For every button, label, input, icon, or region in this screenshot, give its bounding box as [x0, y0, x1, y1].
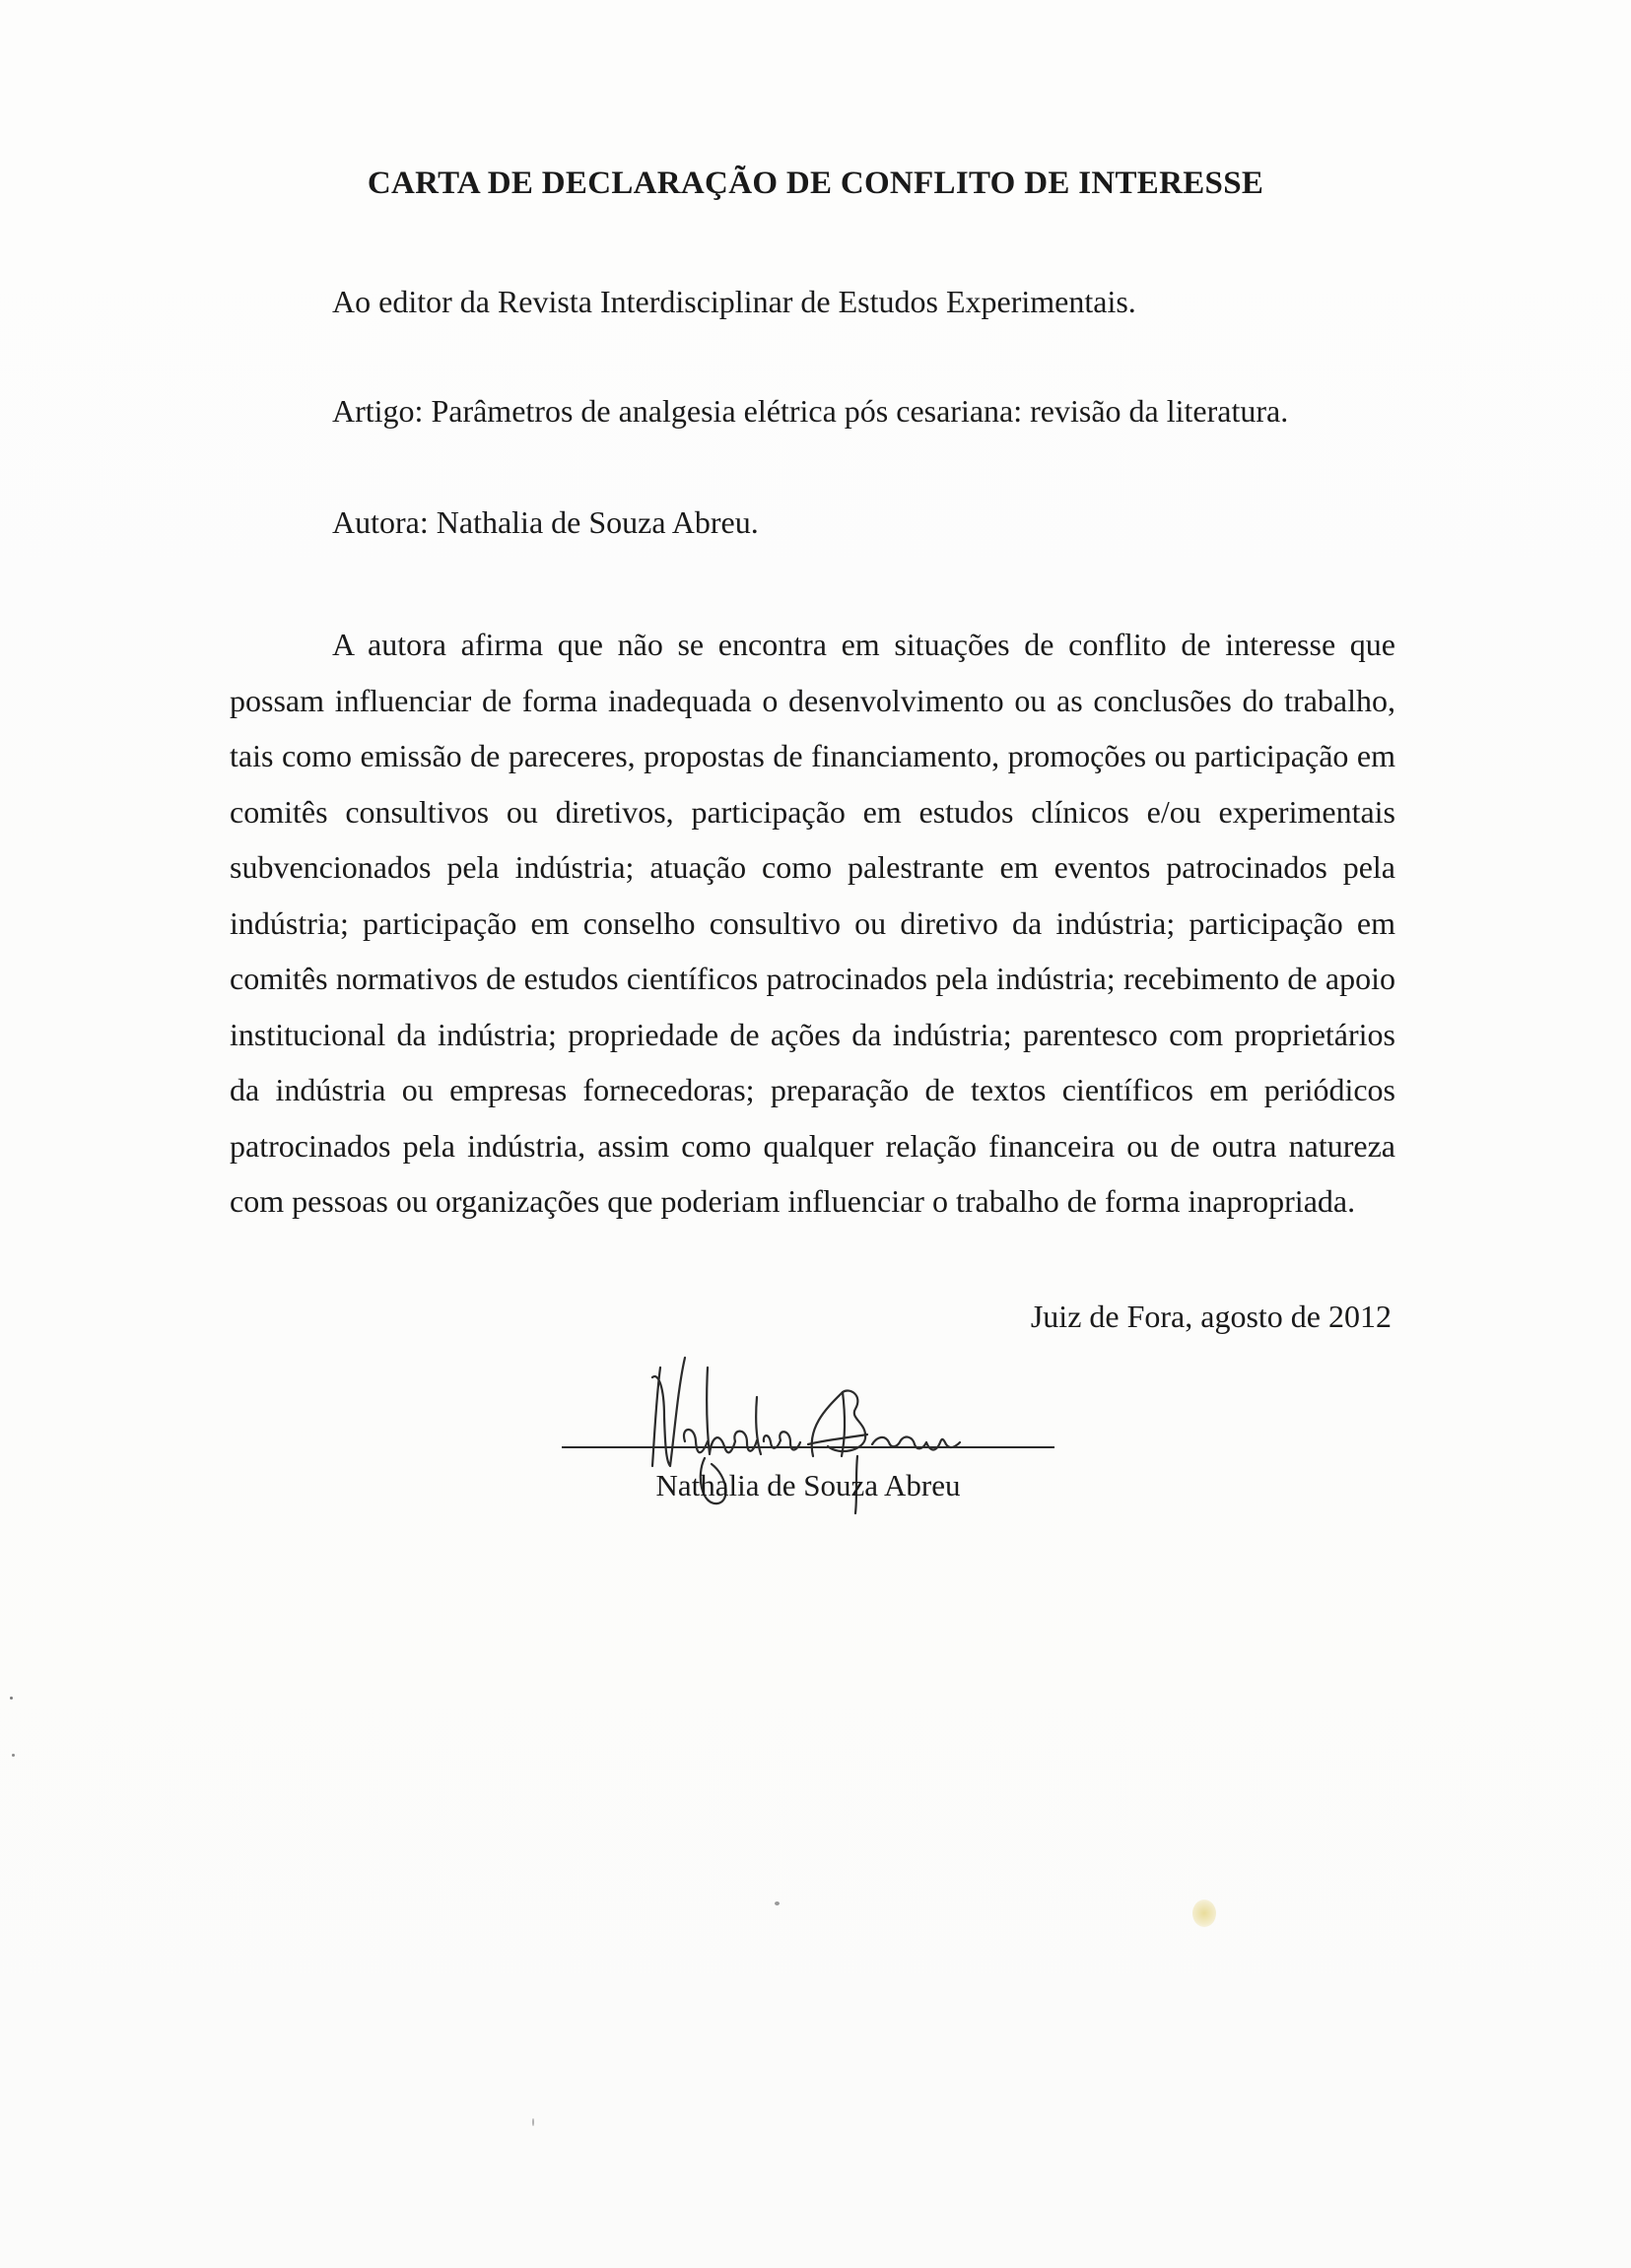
scan-speck	[775, 1901, 780, 1905]
declaration-body: A autora afirma que não se encontra em situações de conflito de interesse que possam influenciar de forma inadequada o desenvolvimento ou as conclusões do trabalho, tais como emissão de pareceres, propostas de financiamento, promoções ou participação em comitês consultivos ou diretivos, participação em estudos clínicos e/ou experimentais subvencionados pela indústria; atuação como palestrante em eventos patrocinados pela indústria; participação em conselho consultivo ou diretivo da indústria; participação em comitês normativos de estudos científicos patrocinados pela indústria; recebimento de apoio institucional da indústria; propriedade de ações da indústria; parentesco com proprietários da indústria ou empresas fornecedoras; preparação de textos científicos em periódicos patrocinados pela indústria, assim como qualquer relação financeira ou de outra natureza com pessoas ou organizações que poderiam influenciar o trabalho de forma inapropriada.	[230, 627, 1395, 1219]
date-line: Juiz de Fora, agosto de 2012	[1030, 1299, 1392, 1334]
scan-speck	[12, 1754, 15, 1757]
scan-speck	[1192, 1900, 1216, 1927]
scan-speck	[10, 1697, 13, 1700]
addressee-line: Ao editor da Revista Interdisciplinar de Estudos Experimentais.	[332, 284, 1136, 319]
document-title: CARTA DE DECLARAÇÃO DE CONFLITO DE INTERESSE	[367, 166, 1264, 201]
scan-speck	[532, 2118, 534, 2126]
author-line: Autora: Nathalia de Souza Abreu.	[332, 504, 759, 540]
signature-line	[562, 1446, 1054, 1448]
article-line: Artigo: Parâmetros de analgesia elétrica pós cesariana: revisão da literatura.	[332, 393, 1289, 429]
signatory-name: Nathalia de Souza Abreu	[655, 1468, 961, 1502]
